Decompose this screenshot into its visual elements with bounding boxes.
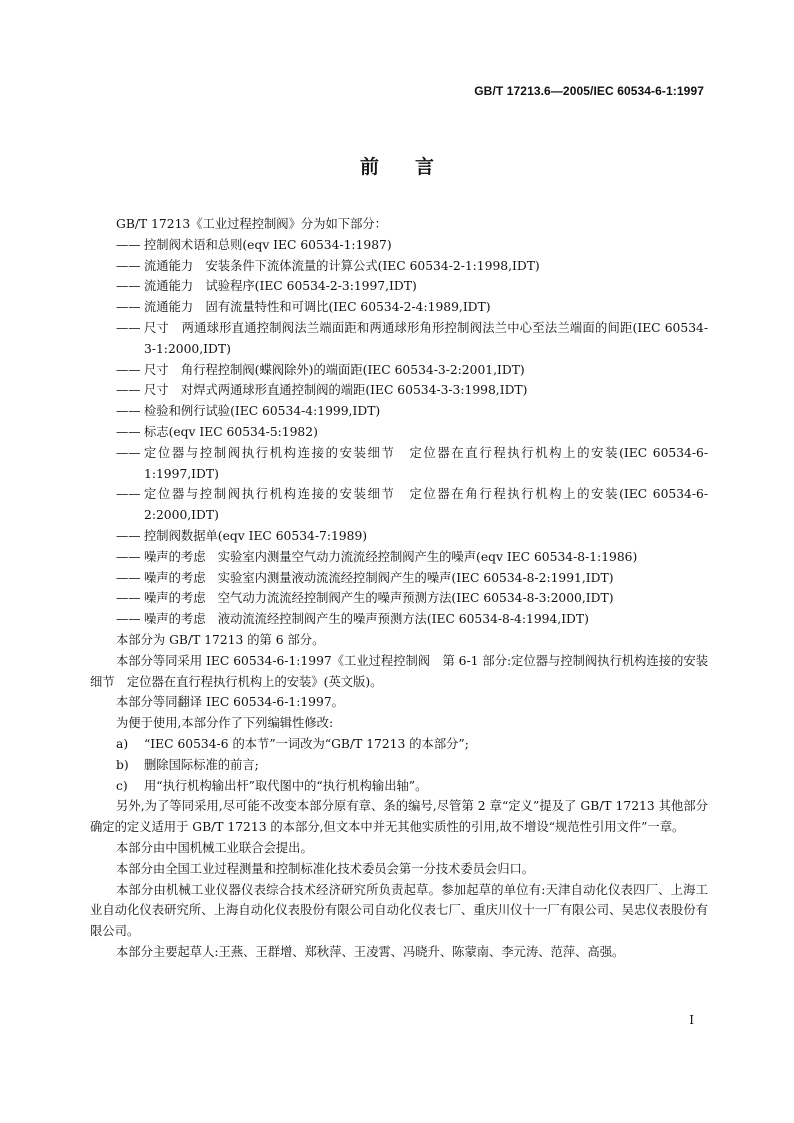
dash-mark: —— — [116, 487, 141, 502]
dash-mark: —— — [116, 424, 141, 439]
dash-mark: —— — [116, 258, 141, 273]
dash-mark: —— — [116, 362, 141, 377]
centralized-by-paragraph: 本部分由全国工业过程测量和控制标准化技术委员会第一分技术委员会归口。 — [116, 861, 535, 876]
page-number: I — [689, 1013, 694, 1027]
list-item: —— 噪声的考虑 液动流流经控制阀产生的噪声预测方法(IEC 60534-8-4:1994,IDT) — [90, 609, 708, 630]
intro-paragraph: GB/T 17213《工业过程控制阀》分为如下部分： — [116, 217, 387, 231]
dash-mark: —— — [116, 612, 141, 627]
list-item: —— 噪声的考虑 实验室内测量液动流流经控制阀产生的噪声(IEC 60534-8-2:1991,IDT) — [90, 568, 708, 589]
drafting-units-paragraph: 本部分由机械工业仪器仪表综合技术经济研究所负责起草。参加起草的单位有:天津自动化仪表四厂、上海工业自动化仪表研究所、上海自动化仪表股份有限公司自动化仪表七厂、重庆川仪十一厂有限公司、吴忠仪表股份有限公司。 — [90, 882, 708, 939]
dash-mark: —— — [116, 445, 141, 460]
edits-intro-paragraph: 为便于使用,本部分作了下列编辑性修改: — [116, 716, 334, 731]
list-item: —— 流通能力 固有流量特性和可调比(IEC 60534-2-4:1989,IDT) — [90, 297, 708, 318]
part-number-paragraph: 本部分为 GB/T 17213 的第 6 部分。 — [116, 632, 325, 647]
list-item: b) 删除国际标准的前言; — [90, 755, 708, 776]
list-item: —— 噪声的考虑 空气动力流流经控制阀产生的噪声预测方法(IEC 60534-8-3:2000,IDT) — [90, 588, 708, 609]
dash-mark: —— — [116, 279, 141, 294]
item-label: c) — [116, 778, 128, 793]
dash-mark: —— — [116, 549, 141, 564]
edits-list — [90, 734, 708, 796]
drafters-paragraph: 本部分主要起草人:王燕、王群增、郑秋萍、王凌霄、冯晓升、陈蒙南、李元涛、范萍、高强。 — [116, 944, 625, 959]
dash-mark: —— — [116, 237, 141, 252]
list-item: —— 控制阀数据单(eqv IEC 60534-7:1989) — [90, 526, 708, 547]
definitions-paragraph: 另外,为了等同采用,尽可能不改变本部分原有章、条的编号,尽管第 2 章“定义”提及了 GB/T 17213 其他部分确定的定义适用于 GB/T 17213 的本部分,但文本中并无其他实质性的引用,故不增设“规范性引用文件”一章。 — [90, 799, 708, 835]
page-title: 前言 — [359, 156, 470, 178]
standard-code-header: GB/T 17213.6—2005/IEC 60534-6-1:1997 — [474, 84, 704, 98]
list-item: —— 尺寸 角行程控制阀(蝶阀除外)的端面距(IEC 60534-3-2:2001,IDT) — [90, 360, 708, 381]
list-item: c) 用“执行机构输出杆”取代图中的“执行机构输出轴”。 — [90, 776, 708, 797]
dash-mark: —— — [116, 591, 141, 606]
dash-mark: —— — [116, 300, 141, 315]
list-item: —— 尺寸 两通球形直通控制阀法兰端面距和两通球形角形控制阀法兰中心至法兰端面的间距(IEC 60534-3-1:2000,IDT) — [90, 318, 708, 360]
list-item: —— 尺寸 对焊式两通球形直通控制阀的端距(IEC 60534-3-3:1998,IDT) — [90, 380, 708, 401]
list-item: —— 噪声的考虑 实验室内测量空气动力流流经控制阀产生的噪声(eqv IEC 60534-8-1:1986) — [90, 547, 708, 568]
list-item: —— 定位器与控制阀执行机构连接的安装细节 定位器在角行程执行机构上的安装(IEC 60534-6-2:2000,IDT) — [90, 484, 708, 526]
list-item: —— 标志(eqv IEC 60534-5:1982) — [90, 422, 708, 443]
list-item: —— 检验和例行试验(IEC 60534-4:1999,IDT) — [90, 401, 708, 422]
parts-list — [90, 235, 708, 630]
proposed-by-paragraph: 本部分由中国机械工业联合会提出。 — [116, 840, 313, 855]
dash-mark: —— — [116, 404, 141, 419]
dash-mark: —— — [116, 383, 141, 398]
list-item: —— 定位器与控制阀执行机构连接的安装细节 定位器在直行程执行机构上的安装(IEC 60534-6-1:1997,IDT) — [90, 443, 708, 485]
translation-paragraph: 本部分等同翻译 IEC 60534-6-1:1997。 — [116, 695, 344, 710]
list-item: —— 流通能力 安装条件下流体流量的计算公式(IEC 60534-2-1:1998,IDT) — [90, 256, 708, 277]
dash-mark: —— — [116, 528, 141, 543]
list-item: a) “IEC 60534-6 的本节”一词改为“GB/T 17213 的本部分”; — [90, 734, 708, 755]
list-item: —— 流通能力 试验程序(IEC 60534-2-3:1997,IDT) — [90, 276, 708, 297]
dash-mark: —— — [116, 320, 141, 335]
dash-mark: —— — [116, 570, 141, 585]
list-item: —— 控制阀术语和总则(eqv IEC 60534-1:1987) — [90, 235, 708, 256]
item-label: a) — [116, 736, 129, 751]
equivalence-paragraph: 本部分等同采用 IEC 60534-6-1:1997《工业过程控制阀 第 6-1 部分:定位器与控制阀执行机构连接的安装细节 定位器在直行程执行机构上的安装》(英文版)。 — [90, 653, 708, 689]
foreword-body — [90, 214, 708, 963]
item-label: b) — [116, 757, 129, 772]
